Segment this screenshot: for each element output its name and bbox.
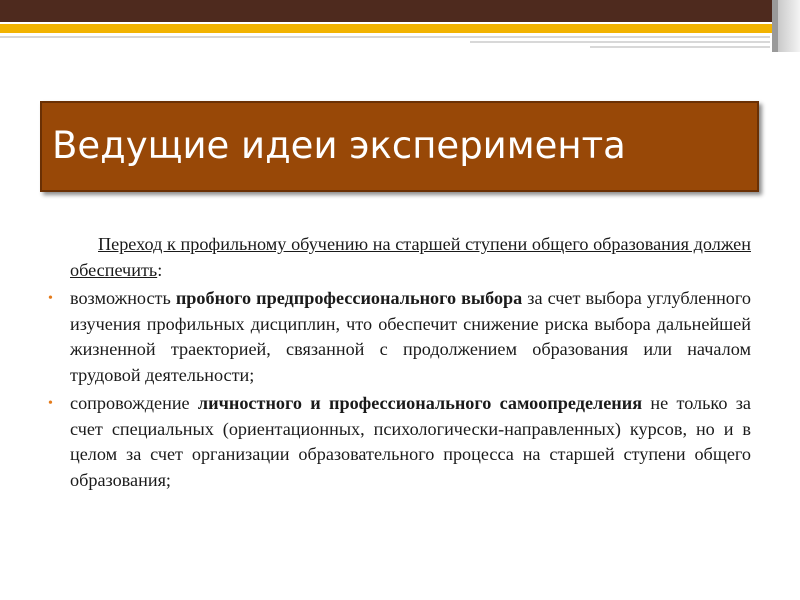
accent-line: [0, 36, 770, 38]
bullet-bold-text: личностного и профессионального самоопределения: [197, 393, 643, 413]
slide-title: Ведущие идеи эксперимента: [52, 124, 626, 167]
intro-underlined-text: Переход к профильному обучению на старшей ступени общего образования должен обеспечить: [70, 234, 751, 280]
bullet-icon: •: [48, 291, 53, 306]
top-decor-bar: [0, 0, 800, 22]
bullet-list: [48, 286, 752, 493]
slide-body: [48, 232, 752, 493]
intro-paragraph: [70, 232, 751, 283]
corner-shadow-decor: [772, 0, 800, 52]
bullet-text-start: возможность: [70, 288, 176, 308]
list-item: [48, 286, 752, 388]
bullet-text-start: сопровождение: [70, 393, 198, 413]
bullet-bold-text: пробного предпрофессионального выбора: [175, 288, 523, 308]
bullet-text-end: не только за счет специальных (ориентационных, психологически-направленных) курсов, но и в целом за счет организации образовательного процесса на старшей ступени общего образования;: [70, 393, 751, 490]
gold-accent-stripe: [0, 24, 800, 33]
bullet-text-end: за счет выбора углубленного изучения профильных дисциплин, что обеспечит снижение риска выбора дальнейшей жизненной траекторией, связанной с продолжением образования или началом трудовой деятельности;: [70, 288, 752, 385]
list-item: [48, 391, 751, 493]
accent-line: [470, 41, 770, 43]
accent-line: [590, 46, 770, 48]
intro-colon: :: [157, 259, 163, 280]
bullet-icon: •: [48, 396, 53, 411]
title-box: [40, 101, 759, 192]
